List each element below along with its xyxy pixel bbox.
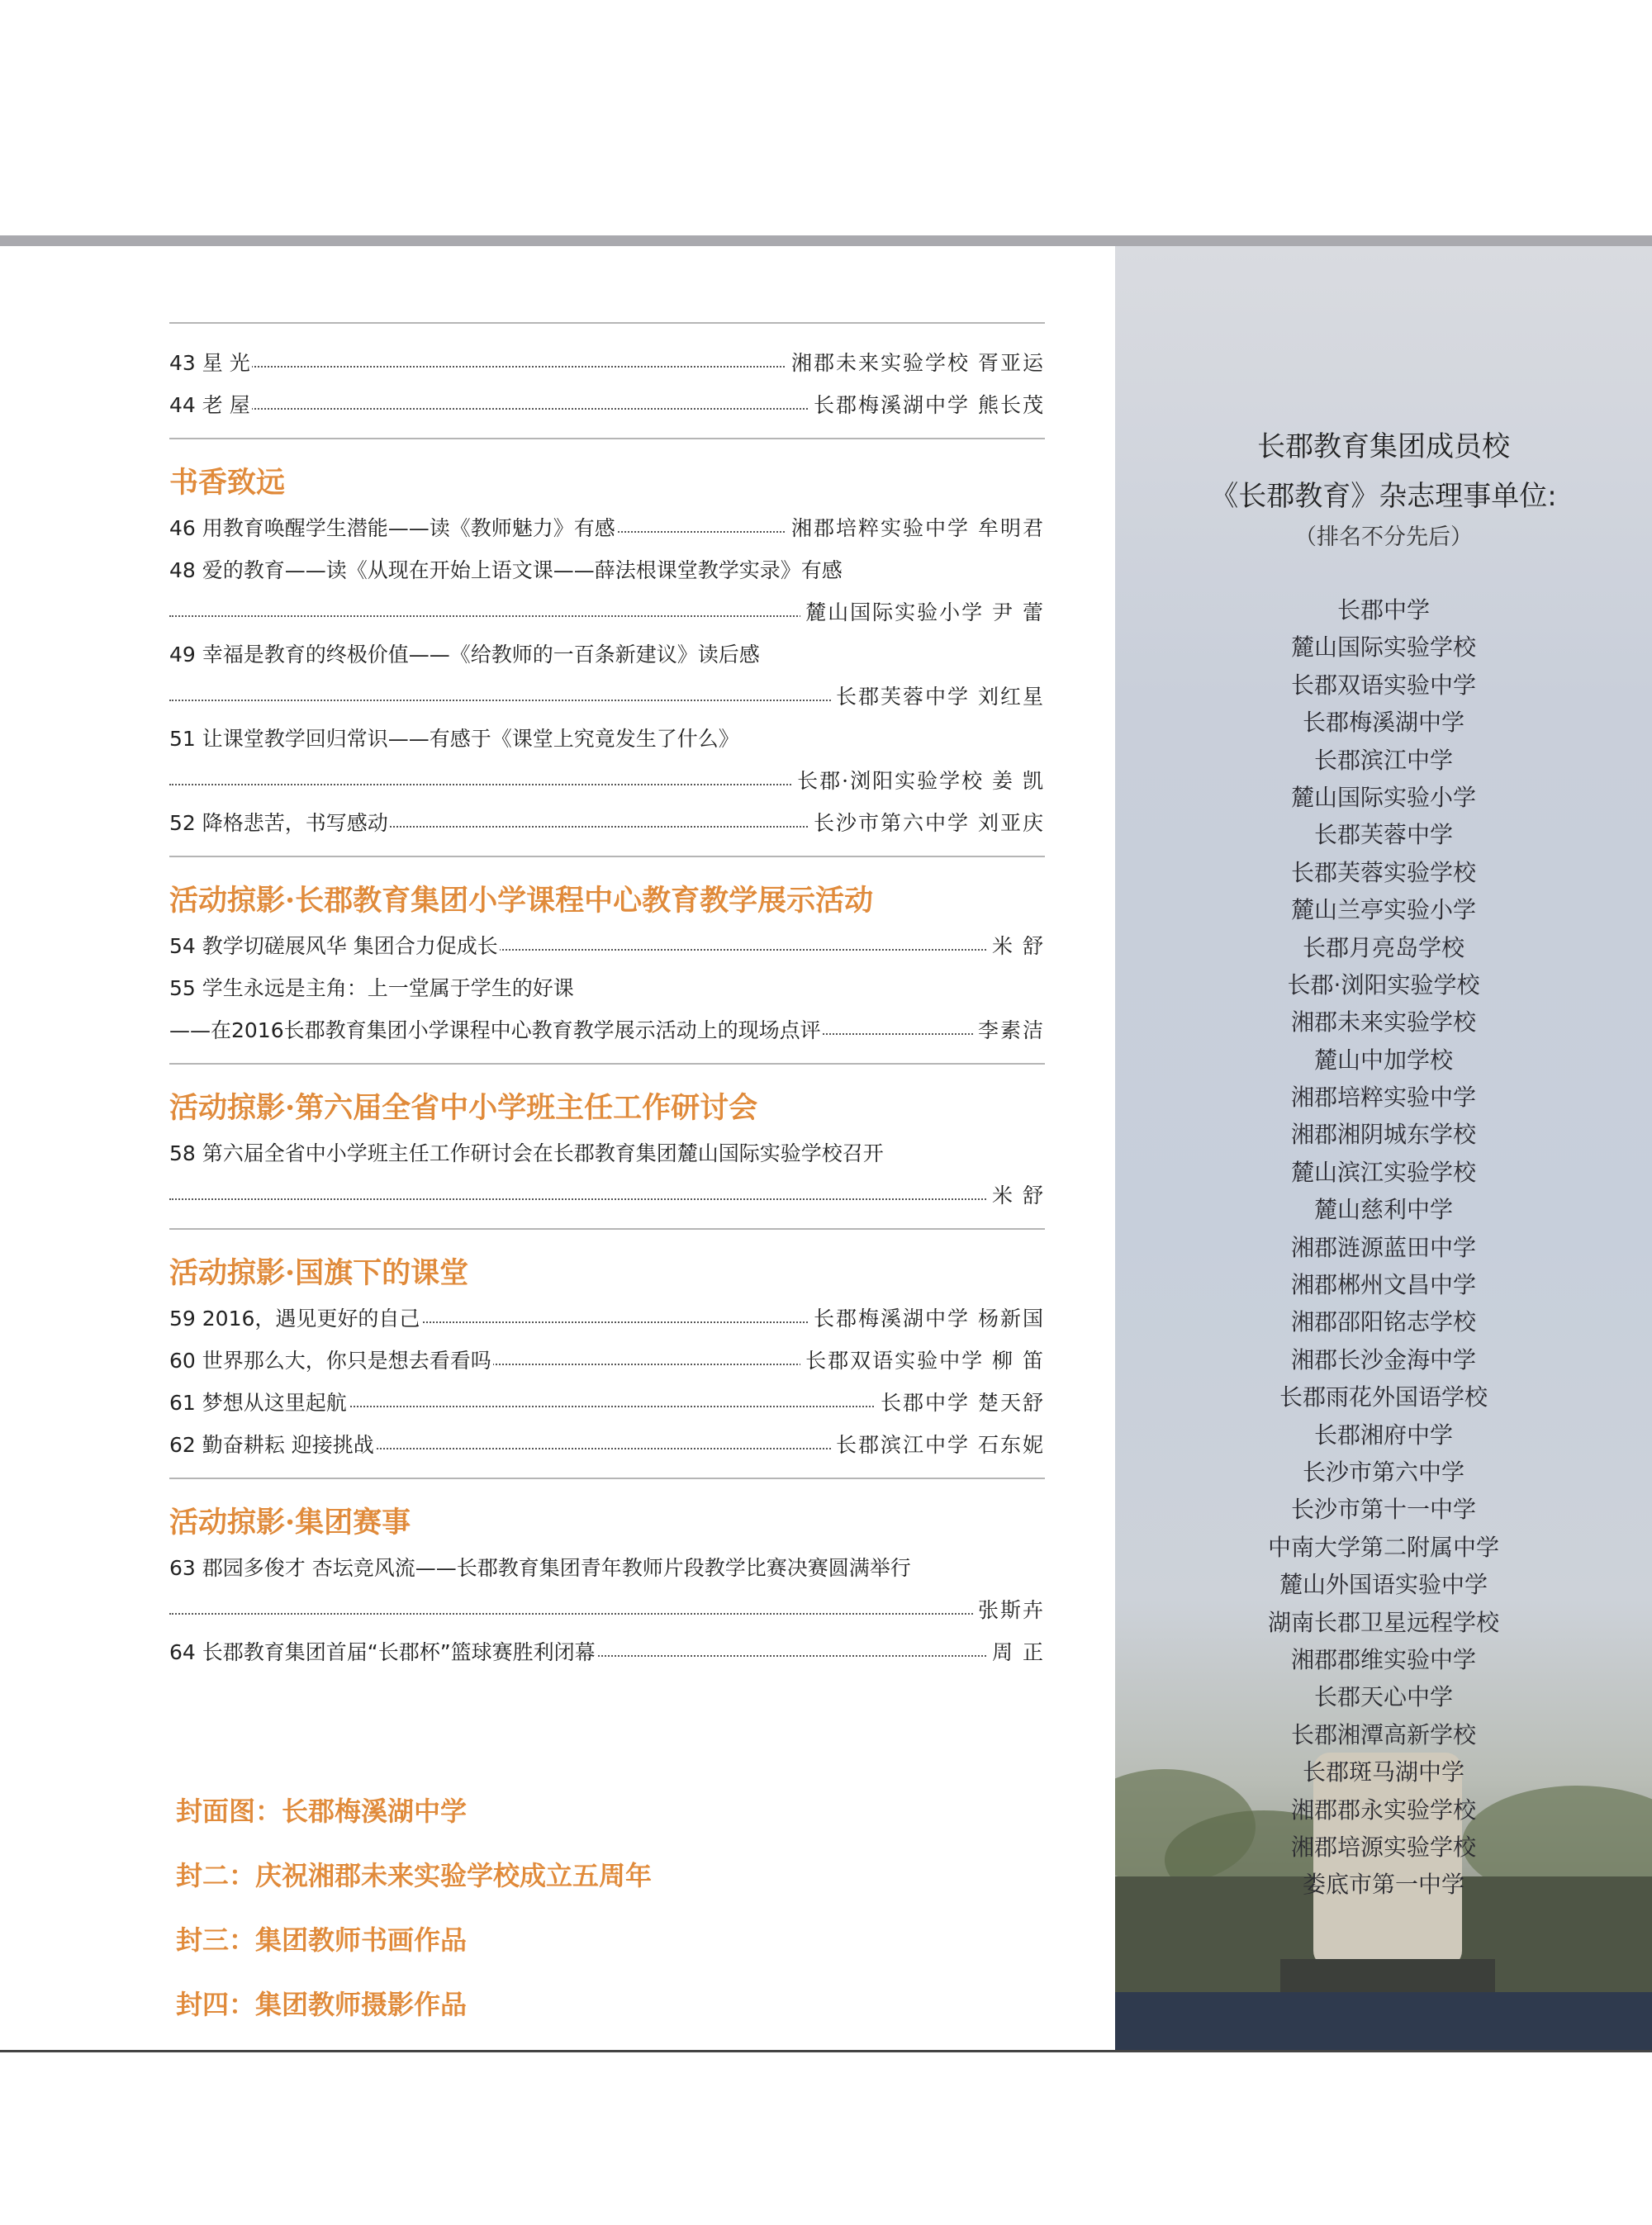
toc-entry-author: 米 舒 bbox=[987, 1174, 1045, 1217]
toc-entry-author: 湘郡培粹实验中学 牟明君 bbox=[786, 507, 1045, 549]
panel-heading: 长郡教育集团成员校 bbox=[1257, 430, 1510, 463]
member-school: 湘郡未来实验学校 bbox=[1290, 1008, 1476, 1037]
member-school: 湘郡郡永实验学校 bbox=[1290, 1796, 1476, 1824]
toc-entry[interactable] bbox=[169, 1298, 1045, 1340]
toc-entry[interactable] bbox=[169, 802, 1045, 844]
toc-entry-author: 周 正 bbox=[987, 1631, 1045, 1673]
toc-entry[interactable] bbox=[169, 1424, 1045, 1466]
cover-note: 封三：集团教师书画作品 bbox=[176, 1924, 468, 1956]
toc-entry-title: 54 教学切磋展风华 集团合力促成长 bbox=[169, 925, 500, 967]
toc-entry[interactable] bbox=[169, 507, 1045, 549]
member-school: 湘郡培源实验学校 bbox=[1290, 1833, 1476, 1861]
member-school: 长沙市第十一中学 bbox=[1290, 1496, 1476, 1524]
toc-entry-title: 64 长郡教育集团首届“长郡杯”篮球赛胜利闭幕 bbox=[169, 1631, 597, 1673]
toc-entry-author: 长沙市第六中学 刘亚庆 bbox=[809, 802, 1045, 844]
toc-entry[interactable] bbox=[169, 342, 1045, 384]
toc-entry[interactable] bbox=[169, 676, 1045, 718]
divider bbox=[169, 438, 1045, 439]
toc-entry-title[interactable]: 48 爱的教育——读《从现在开始上语文课——薛法根课堂教学实录》有感 bbox=[169, 558, 843, 582]
member-school: 麓山兰亭实验小学 bbox=[1290, 896, 1476, 924]
cover-note: 封面图：长郡梅溪湖中学 bbox=[176, 1796, 468, 1827]
divider bbox=[169, 856, 1045, 857]
member-school: 长郡斑马湖中学 bbox=[1302, 1758, 1464, 1786]
member-school: 湘郡郡维实验中学 bbox=[1290, 1645, 1476, 1673]
toc-entry-author: 长郡梅溪湖中学 熊长茂 bbox=[809, 384, 1045, 426]
toc-entry-title: 44 老 屋 bbox=[169, 384, 252, 426]
section-title: 活动掠影·国旗下的课堂 bbox=[169, 1256, 469, 1290]
toc-entry[interactable] bbox=[169, 1009, 1045, 1051]
panel-subheading: 《长郡教育》杂志理事单位: bbox=[1210, 480, 1557, 513]
toc-entry-author: 米 舒 bbox=[987, 925, 1045, 967]
toc-entry-title: 46 用教育唤醒学生潜能——读《教师魅力》有感 bbox=[169, 507, 617, 549]
toc-entry-author: 李素洁 bbox=[973, 1009, 1045, 1051]
member-school: 湘郡涟源蓝田中学 bbox=[1290, 1233, 1476, 1261]
member-school: 麓山国际实验学校 bbox=[1290, 633, 1476, 662]
member-school: 湘郡长沙金海中学 bbox=[1290, 1345, 1476, 1373]
member-school: 湘郡郴州文昌中学 bbox=[1290, 1271, 1476, 1299]
panel-note: （排名不分先后） bbox=[1294, 524, 1473, 550]
dot-leader bbox=[169, 1613, 1045, 1615]
toc-entry-author: 长郡芙蓉中学 刘红星 bbox=[831, 676, 1045, 718]
toc-entry-author: 长郡·浏阳实验学校 姜 凯 bbox=[792, 760, 1045, 802]
member-school: 长郡·浏阳实验学校 bbox=[1287, 970, 1480, 999]
divider bbox=[169, 1478, 1045, 1479]
member-school: 长郡芙蓉中学 bbox=[1313, 821, 1453, 849]
toc-entry-author: 麓山国际实验小学 尹 蕾 bbox=[800, 591, 1045, 633]
dot-leader bbox=[169, 1198, 1045, 1200]
member-school: 湘郡培粹实验中学 bbox=[1290, 1084, 1476, 1112]
member-school: 长郡芙蓉实验学校 bbox=[1290, 858, 1476, 886]
section-title: 书香致远 bbox=[169, 466, 286, 500]
toc-entry-title: 61 梦想从这里起航 bbox=[169, 1382, 349, 1424]
member-school: 中南大学第二附属中学 bbox=[1267, 1533, 1499, 1561]
toc-entry-subtitle: ——在2016长郡教育集团小学课程中心教育教学展示活动上的现场点评 bbox=[169, 1009, 823, 1051]
toc-entry[interactable] bbox=[169, 1382, 1045, 1424]
toc-entry-title: 59 2016，遇见更好的自己 bbox=[169, 1298, 421, 1340]
member-school: 长郡梅溪湖中学 bbox=[1302, 709, 1464, 737]
toc-entry-title[interactable]: 51 让课堂教学回归常识——有感于《课堂上究竟发生了什么》 bbox=[169, 727, 739, 751]
member-school: 长郡双语实验中学 bbox=[1290, 671, 1476, 699]
toc-entry-author: 长郡梅溪湖中学 杨新国 bbox=[809, 1298, 1045, 1340]
toc-entry[interactable] bbox=[169, 1174, 1045, 1217]
toc-entry-title[interactable]: 49 幸福是教育的终极价值——《给教师的一百条新建议》读后感 bbox=[169, 643, 760, 667]
divider bbox=[169, 1228, 1045, 1230]
toc-entry-title: 43 星 光 bbox=[169, 342, 252, 384]
member-school: 麓山慈利中学 bbox=[1313, 1196, 1453, 1224]
member-school: 湘郡湘阴城东学校 bbox=[1290, 1121, 1476, 1149]
toc-entry-title: 62 勤奋耕耘 迎接挑战 bbox=[169, 1424, 376, 1466]
member-list bbox=[1115, 591, 1652, 1904]
member-school: 麓山外国语实验中学 bbox=[1279, 1571, 1488, 1599]
toc-entry[interactable] bbox=[169, 384, 1045, 426]
member-school: 湘郡邵阳铭志学校 bbox=[1290, 1308, 1476, 1336]
toc-entry-title: 52 降格悲苦，书写感动 bbox=[169, 802, 390, 844]
member-school: 长郡月亮岛学校 bbox=[1302, 933, 1464, 961]
cover-note: 封四：集团教师摄影作品 bbox=[176, 1989, 468, 2020]
member-school: 长郡滨江中学 bbox=[1313, 746, 1453, 774]
toc-entry-author: 张斯卉 bbox=[973, 1589, 1045, 1631]
toc-entry-author: 长郡滨江中学 石东妮 bbox=[831, 1424, 1045, 1466]
member-school: 麓山中加学校 bbox=[1313, 1046, 1453, 1074]
toc-entry[interactable] bbox=[169, 1631, 1045, 1673]
divider bbox=[169, 1063, 1045, 1065]
member-school: 长沙市第六中学 bbox=[1302, 1458, 1464, 1486]
toc-entry-author: 长郡中学 楚天舒 bbox=[876, 1382, 1045, 1424]
toc-entry-title[interactable]: 55 学生永远是主角：上一堂属于学生的好课 bbox=[169, 976, 574, 1000]
toc-entry-title[interactable]: 63 郡园多俊才 杏坛竞风流——长郡教育集团青年教师片段教学比赛决赛圆满举行 bbox=[169, 1556, 911, 1580]
toc-entry[interactable] bbox=[169, 591, 1045, 633]
member-school: 长郡湘府中学 bbox=[1313, 1421, 1453, 1449]
section-title: 活动掠影·长郡教育集团小学课程中心教育教学展示活动 bbox=[169, 884, 874, 918]
toc-entry-title: 60 世界那么大，你只是想去看看吗 bbox=[169, 1340, 493, 1382]
member-school: 娄底市第一中学 bbox=[1302, 1871, 1464, 1899]
header-bar bbox=[0, 235, 1652, 246]
section-title: 活动掠影·第六届全省中小学班主任工作研讨会 bbox=[169, 1091, 758, 1125]
section-title: 活动掠影·集团赛事 bbox=[169, 1506, 411, 1539]
member-school: 湖南长郡卫星远程学校 bbox=[1267, 1608, 1499, 1636]
toc-entry[interactable] bbox=[169, 925, 1045, 967]
member-schools-panel bbox=[1115, 246, 1652, 2050]
toc-entry[interactable] bbox=[169, 1340, 1045, 1382]
cover-note: 封二：庆祝湘郡未来实验学校成立五周年 bbox=[176, 1860, 653, 1891]
toc-entry-author: 湘郡未来实验学校 胥亚运 bbox=[786, 342, 1045, 384]
member-school: 长郡雨花外国语学校 bbox=[1279, 1383, 1488, 1411]
member-school: 长郡湘潭高新学校 bbox=[1290, 1720, 1476, 1748]
member-school: 麓山国际实验小学 bbox=[1290, 783, 1476, 811]
toc-entry-title[interactable]: 58 第六届全省中小学班主任工作研讨会在长郡教育集团麓山国际实验学校召开 bbox=[169, 1141, 884, 1165]
table-of-contents bbox=[169, 322, 1045, 1673]
toc-entry[interactable] bbox=[169, 1589, 1045, 1631]
footer-rule bbox=[0, 2050, 1652, 2052]
member-school: 长郡天心中学 bbox=[1313, 1683, 1453, 1711]
member-school: 麓山滨江实验学校 bbox=[1290, 1158, 1476, 1186]
toc-entry[interactable] bbox=[169, 760, 1045, 802]
toc-entry-author: 长郡双语实验中学 柳 笛 bbox=[800, 1340, 1045, 1382]
member-school: 长郡中学 bbox=[1336, 596, 1430, 624]
